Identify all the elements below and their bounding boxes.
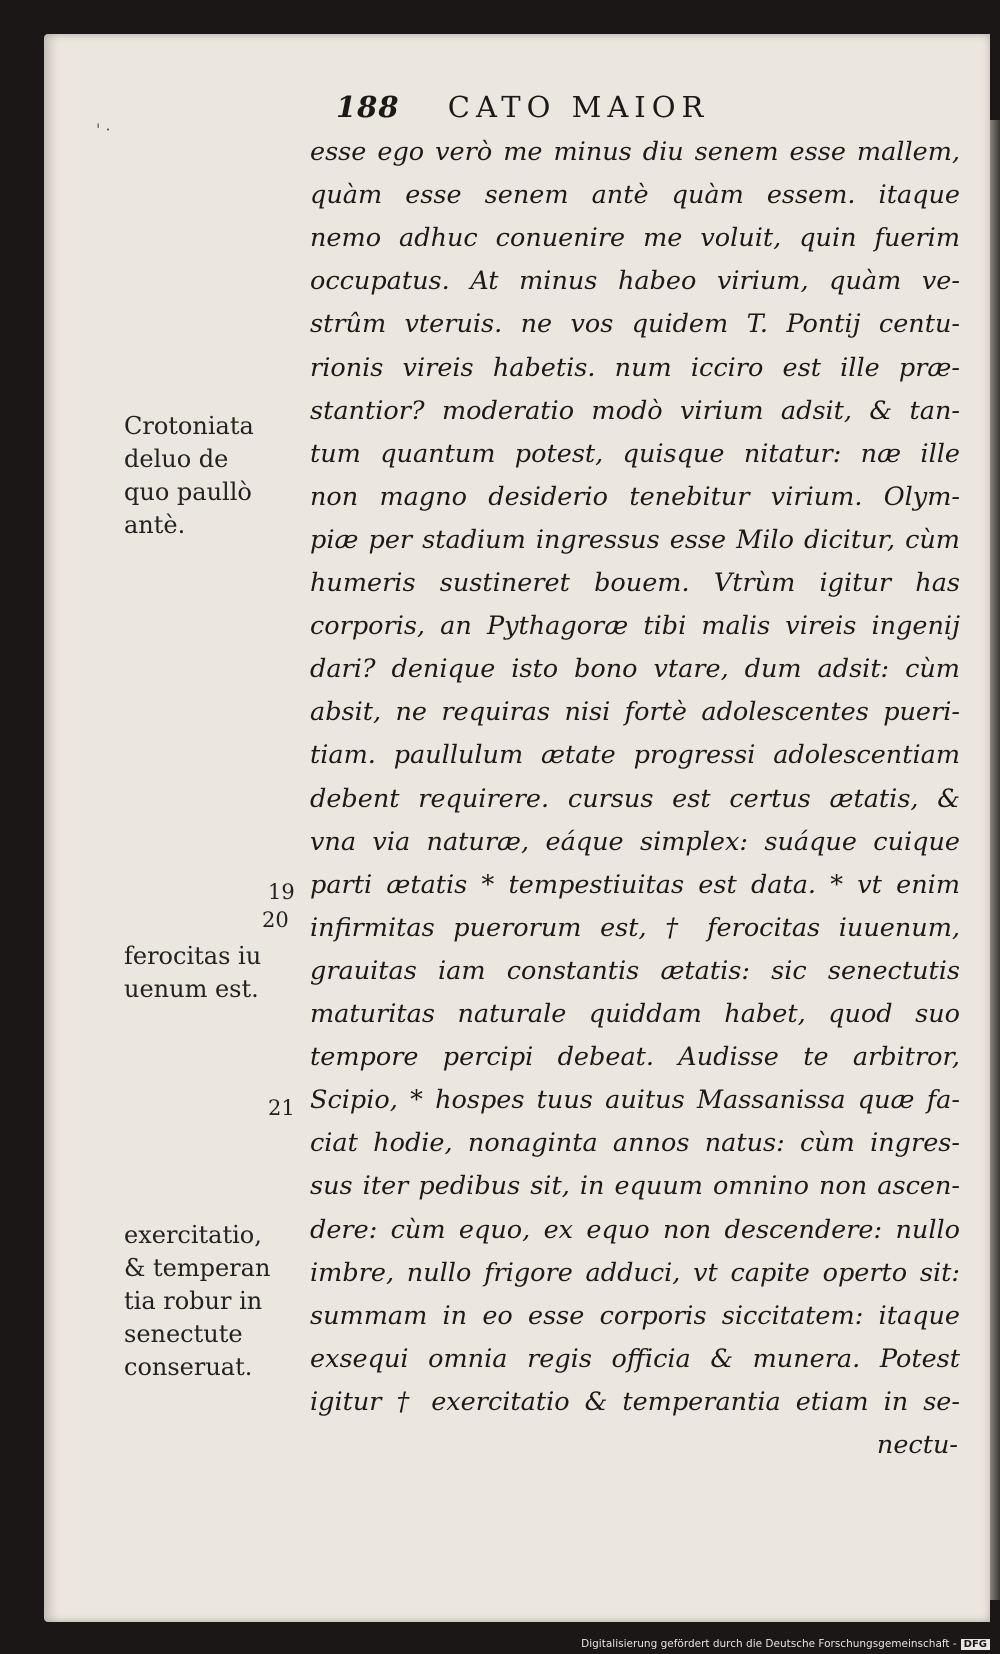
credit-text: Digitalisierung gefördert durch die Deutsche Forschungsgemeinschaft - <box>581 1638 957 1650</box>
text-line: humeris sustineret bouem. Vtrùm igitur has <box>310 568 960 598</box>
margin-line: deluo de <box>124 445 229 473</box>
dfg-logo: DFG <box>961 1639 990 1650</box>
marginal-note-exercitatio <box>124 1219 292 1384</box>
margin-line: & temperan <box>124 1254 271 1282</box>
text-line: absit, ne requiras nisi fortè adolescentes pueri- <box>310 697 960 728</box>
text-line: esse ego verò me minus diu senem esse mallem, <box>310 137 960 167</box>
text-line: igitur † exercitatio & temperantia etiam in se- <box>310 1386 960 1417</box>
margin-line: Crotoniata <box>124 412 254 440</box>
text-line: parti ætatis * tempestiuitas est data. * vt enim <box>310 869 960 900</box>
text-line: grauitas iam constantis ætatis: sic senectutis <box>310 955 960 986</box>
margin-mark: ' · <box>96 120 111 139</box>
text-line: stantior? moderatio modò virium adsit, & tan- <box>310 395 960 426</box>
text-line: dari? denique isto bono vtare, dum adsit: cùm <box>310 654 960 685</box>
digitization-credit <box>581 1638 990 1650</box>
text-line: non magno desiderio tenebitur virium. Olym- <box>310 481 960 512</box>
line-number-19: 19 <box>268 880 295 904</box>
marginal-note-crotoniata <box>124 410 292 542</box>
text-line: tum quantum potest, quisque nitatur: næ ille <box>310 438 960 469</box>
text-line: Scipio, * hospes tuus auitus Massanissa quæ fa- <box>310 1085 960 1116</box>
text-line: strûm vteruis. ne vos quidem T. Pontij centu- <box>310 309 960 340</box>
text-line: infirmitas puerorum est, † ferocitas iuuenum, <box>310 912 960 943</box>
text-line: occupatus. At minus habeo virium, quàm ve- <box>310 266 960 297</box>
text-line: summam in eo esse corporis siccitatem: itaque <box>310 1300 960 1331</box>
text-line: debent requirere. cursus est certus ætatis, & <box>310 783 960 814</box>
margin-line: exercitatio, <box>124 1221 262 1249</box>
text-line: imbre, nullo frigore adduci, vt capite operto sit: <box>310 1257 960 1288</box>
text-line: corporis, an Pythagoræ tibi malis vireis ingenij <box>310 611 960 642</box>
text-line: vna via naturæ, eáque simplex: suáque cuique <box>310 826 960 857</box>
page-number: 188 <box>336 90 400 124</box>
marginal-note-ferocitas <box>124 940 292 1006</box>
text-line: nemo adhuc conuenire me voluit, quin fuerim <box>310 223 960 254</box>
text-line: ciat hodie, nonaginta annos natus: cùm ingres- <box>310 1128 960 1159</box>
line-number-20: 20 <box>262 908 289 932</box>
text-line: quàm esse senem antè quàm essem. itaque <box>310 180 960 211</box>
text-line: rionis vireis habetis. num icciro est ille præ- <box>310 352 960 383</box>
margin-line: conseruat. <box>124 1353 253 1381</box>
line-number-21: 21 <box>268 1096 295 1120</box>
page-edge <box>990 120 1000 1600</box>
margin-line: senectute <box>124 1320 243 1348</box>
running-head <box>336 90 816 124</box>
text-line: maturitas naturale quiddam habet, quod suo <box>310 999 960 1029</box>
text-line: tempore percipi debeat. Audisse te arbitror, <box>310 1042 960 1073</box>
text-line: piæ per stadium ingressus esse Milo dicitur, cùm <box>310 524 960 555</box>
margin-line: uenum est. <box>124 975 259 1003</box>
margin-line: tia robur in <box>124 1287 263 1315</box>
running-title: CATO MAIOR <box>447 90 710 124</box>
text-line: dere: cùm equo, ex equo non descendere: nullo <box>310 1214 960 1245</box>
text-line: tiam. paullulum ætate progressi adolescentiam <box>310 740 960 771</box>
margin-line: quo paullò <box>124 478 252 506</box>
margin-line: ferocitas iu <box>124 942 262 970</box>
text-line: sus iter pedibus sit, in equum omnino non ascen- <box>310 1171 960 1202</box>
margin-line: antè. <box>124 511 186 539</box>
text-line: exsequi omnia regis officia & munera. Potest <box>310 1343 960 1374</box>
text-line: nectu- <box>876 1430 958 1460</box>
